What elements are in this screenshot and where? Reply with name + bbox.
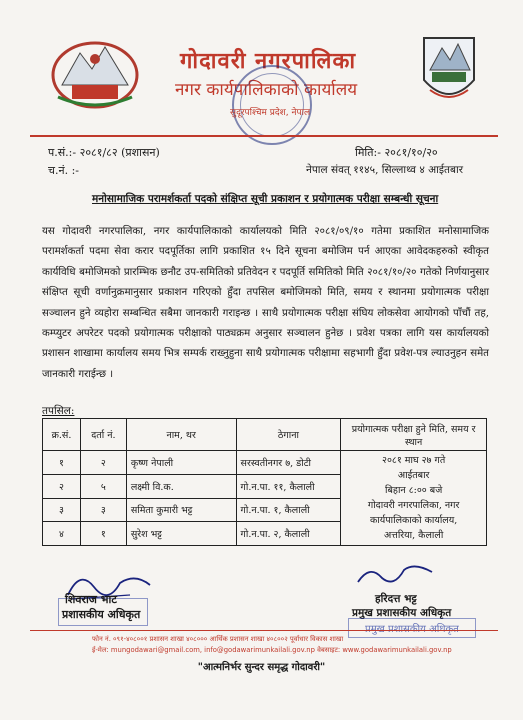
name-cell: लक्ष्मी वि.क. <box>126 474 236 498</box>
province-text: सुदूरपश्चिम प्रदेश, नेपाल <box>230 108 311 118</box>
exam-venue-3: अत्तरिया, कैलाली <box>384 530 444 541</box>
col-address: ठेगाना <box>236 419 341 451</box>
motto-text: "आत्मनिर्भर सुन्दर समृद्ध गोदावरी" <box>197 662 326 673</box>
exam-date: २०८१ माघ २७ गते <box>382 455 446 466</box>
col-serial: क्र.सं. <box>43 419 81 451</box>
name-cell: कृष्ण नेपाली <box>126 451 236 475</box>
name-cell: सुरेश भट्ट <box>126 522 236 546</box>
footer-divider <box>30 630 498 631</box>
exam-day: आईतबार <box>397 470 430 481</box>
right-signature-icon <box>352 558 442 593</box>
col-name: नाम, थर <box>126 419 236 451</box>
exam-time: बिहान ८:०० बजे <box>385 485 443 496</box>
municipality-logo-icon <box>418 30 480 112</box>
notice-subject: मनोसामाजिक परामर्शकर्ता पदको संक्षिप्त सूची प्रकाशन र प्रयोगात्मक परीक्षा सम्बन्धी सूचना <box>92 193 439 205</box>
notice-body: यस गोदावरी नगरपालिका, नगर कार्यपालिकाको कार्यालयको मिति २०८१/०९/१० गतेमा प्रकाशित मनोसामाजिक परामर्शकर्ता पदमा सेवा करार पदपूर्तिका लागि प्रकाशित १५ दिने सूचना बमोजिम पर्न आएका आवेदकहरुको स्वीकृत कार्यविधि बमोजिमको प्रारम्भिक छनौट उप-समितिको प्रतिवेदन र पदपूर्ति समितिको मिति २०८१/१०/२० गतेको निर्णयानुसार संक्षिप्त सूची वर्णानुक्रमानुसार प्रकाशन गरिएको हुँदा तपसिल बमोजिमको मिति, समय र स्थानमा प्रयोगात्मक परीक्षा सञ्चालन हुने व्यहोरा सम्बन्धित सबैमा जानकारी गराइन्छ । साथै प्रयोगात्मक परीक्षा संघिय लोकसेवा आयोगको पाँचौं तह, कम्प्युटर अपरेटर पदको प्रयोगात्मक परीक्षाको पाठ्यक्रम अनुसार सञ्चालन हुनेछ । प्रवेश पत्रका लागि यस कार्यालयको प्रशासन शाखामा कार्यालय समय भित्र सम्पर्क राख्नुहुना साथै प्रयोगात्मक परीक्षामा सहभागी हुँदा प्रवेश-पत्र ल्याउनुहन समेत जानकारी गराईन्छ । <box>42 226 489 380</box>
header-divider <box>30 135 498 137</box>
exam-venue-1: गोदावरी नगरपालिका, नगर <box>367 500 460 511</box>
serial-cell: १ <box>43 451 81 475</box>
reference-number: प.सं.:- २०८१/८२ (प्रशासन) <box>48 146 160 159</box>
table-row <box>43 451 487 475</box>
registration-cell: ५ <box>80 474 126 498</box>
address-cell: सरस्वतीनगर ७, डोटी <box>236 451 341 475</box>
left-signatory-title: प्रशासकीय अधिकृत <box>62 608 141 621</box>
serial-cell: ३ <box>43 498 81 522</box>
municipality-title: गोदावरी नगरपालिका <box>180 48 357 74</box>
name-cell: समिता कुमारी भट्ट <box>126 498 236 522</box>
letter-date: मिति:- २०८१/१०/२० <box>355 146 438 159</box>
address-cell: गो.न.पा. ११, कैलाली <box>236 474 341 498</box>
footer-contacts: फोन नं. ०९१-४०८००१ प्रशासन शाखा ४०८००० आर्थिक प्रशासन शाखा ४०८००२ पूर्वाधार विकास शाखा <box>92 635 344 643</box>
registration-cell: १ <box>80 522 126 546</box>
left-signatory-name: शिवराज भाट <box>65 593 117 606</box>
footer-email-website: ई-मेल: mungodawari@gmail.com, info@godawarimunkailali.gov.np वेबसाइट: www.godawarimunkailali.gov.np <box>92 646 452 654</box>
registration-cell: २ <box>80 451 126 475</box>
address-cell: गो.न.पा. १, कैलाली <box>236 498 341 522</box>
table-header-row <box>43 419 487 451</box>
right-signatory-name: हरिदत्त भट्ट <box>375 593 417 605</box>
nepal-samvat-date: नेपाल संवत् ११४५, सिल्लाथ्व ४ आईतबार <box>306 164 464 176</box>
address-cell: गो.न.पा. २, कैलाली <box>236 522 341 546</box>
col-exam-info: प्रयोगात्मक परीक्षा हुने मिति, समय र स्थान <box>341 419 487 451</box>
details-label: तपसिल: <box>42 405 75 417</box>
serial-cell: २ <box>43 474 81 498</box>
exam-info-cell <box>341 451 487 546</box>
right-signatory-title: प्रमुख प्रशासकीय अधिकृत <box>352 607 452 619</box>
registration-cell: ३ <box>80 498 126 522</box>
col-registration: दर्ता नं. <box>80 419 126 451</box>
nepal-emblem-icon <box>50 35 140 110</box>
serial-cell: ४ <box>43 522 81 546</box>
office-subtitle: नगर कार्यपालिकाको कार्यालय <box>175 80 358 100</box>
exam-venue-2: कार्यपालिकाको कार्यालय, <box>370 515 458 526</box>
candidate-table <box>42 418 487 546</box>
right-stamp-text <box>365 621 459 635</box>
dispatch-number: च.नं. :- <box>48 164 80 177</box>
